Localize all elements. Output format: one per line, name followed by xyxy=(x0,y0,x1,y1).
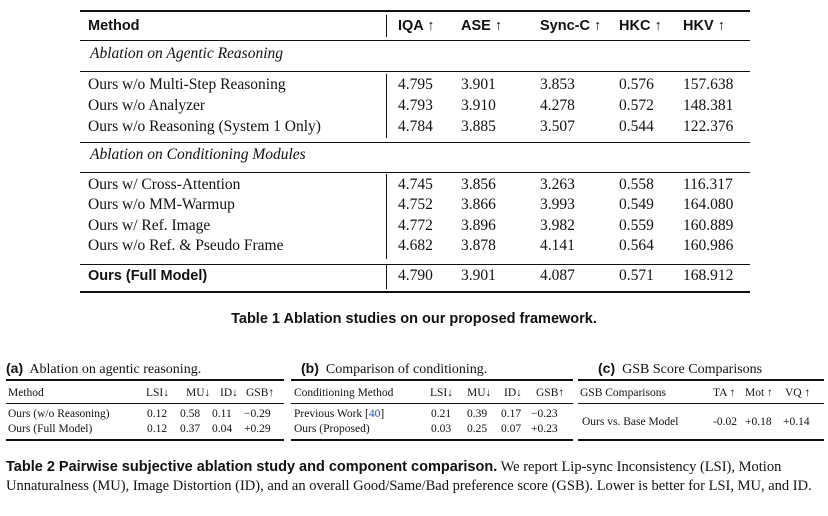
top-rule xyxy=(578,379,824,381)
table-row xyxy=(80,216,750,236)
header-rule xyxy=(80,40,750,41)
cell-ase: 3.856 xyxy=(461,176,496,193)
header-ta: TA ↑ xyxy=(713,387,736,399)
cell-vq: +0.14 xyxy=(783,416,810,428)
cell-hkc: 0.564 xyxy=(619,237,654,254)
cell-mu: 0.58 xyxy=(180,408,201,420)
cell-id: 0.07 xyxy=(501,423,522,435)
table-row xyxy=(80,175,750,195)
cell-method: Ours (w/o Reasoning) xyxy=(8,408,110,420)
table-1-caption: Table 1 Ablation studies on our proposed framework. xyxy=(231,311,597,327)
section-rule xyxy=(80,172,750,173)
cell-hkv: 164.080 xyxy=(683,196,734,213)
header-mu: MU↓ xyxy=(186,387,211,399)
cell-hkc: 0.572 xyxy=(619,97,654,114)
header-method: Method xyxy=(8,387,44,399)
cell-ase: 3.878 xyxy=(461,237,496,254)
cell-hkv: 157.638 xyxy=(683,76,734,93)
cell-id: 0.04 xyxy=(212,423,233,435)
cell-method: Ours (Proposed) xyxy=(294,423,370,435)
cell-mu: 0.39 xyxy=(467,408,488,420)
cell-hkc: 0.559 xyxy=(619,217,654,234)
cell-mu: 0.37 xyxy=(180,423,201,435)
section-title: Ablation on Conditioning Modules xyxy=(90,146,306,163)
table-row xyxy=(80,96,750,116)
cell-lsi: 0.12 xyxy=(147,408,168,420)
cell-sync-c: 3.263 xyxy=(540,176,575,193)
header-vq: VQ ↑ xyxy=(785,387,811,399)
cell-sync-c: 3.507 xyxy=(540,118,575,135)
top-rule xyxy=(80,10,750,12)
header-iqa: IQA ↑ xyxy=(398,18,435,34)
header-sync-c: Sync-C ↑ xyxy=(540,18,602,34)
cell-method: Ours (Full Model) xyxy=(8,423,93,435)
cell-method: Ours w/o Analyzer xyxy=(88,97,206,114)
cell-ase: 3.901 xyxy=(461,76,496,93)
cell-hkc: 0.558 xyxy=(619,176,654,193)
cell-hkc: 0.571 xyxy=(619,267,654,284)
cell-ta: -0.02 xyxy=(713,416,737,428)
header-lsi: LSI↓ xyxy=(430,387,453,399)
cell-hkv: 160.889 xyxy=(683,217,734,234)
cell-method xyxy=(294,407,384,421)
cell-iqa: 4.784 xyxy=(398,118,433,135)
cell-sync-c: 3.982 xyxy=(540,217,575,234)
header-gsb: GSB↑ xyxy=(536,387,565,399)
cell-sync-c: 4.141 xyxy=(540,237,575,254)
cell-ase: 3.866 xyxy=(461,196,496,213)
header-mu: MU↓ xyxy=(467,387,492,399)
citation-link[interactable]: 40 xyxy=(368,408,381,420)
cell-hkv: 148.381 xyxy=(683,97,734,114)
cell-method: Ours w/ Ref. Image xyxy=(88,217,211,234)
header-method: Method xyxy=(88,18,140,34)
cell-ase: 3.910 xyxy=(461,97,496,114)
cell-lsi: 0.12 xyxy=(147,423,168,435)
cell-iqa: 4.772 xyxy=(398,217,433,234)
column-divider xyxy=(386,74,387,138)
table-row xyxy=(80,75,750,95)
header-gsb-comparisons: GSB Comparisons xyxy=(580,387,666,399)
cell-hkv: 168.912 xyxy=(683,267,734,284)
subtable-title: GSB Score Comparisons xyxy=(622,362,763,377)
table-row xyxy=(80,117,750,137)
cell-lsi: 0.21 xyxy=(431,408,452,420)
cell-lsi: 0.03 xyxy=(431,423,452,435)
header-gsb: GSB↑ xyxy=(246,387,275,399)
subtable-label: (b) xyxy=(301,360,319,376)
cell-hkc: 0.544 xyxy=(619,118,654,135)
section-rule xyxy=(80,264,750,265)
cell-sync-c: 3.853 xyxy=(540,76,575,93)
caption-lead: Table 2 Pairwise subjective ablation study and component comparison. xyxy=(6,459,498,475)
cell-method-text: ] xyxy=(380,408,385,420)
cell-method-text: Previous Work [ xyxy=(294,408,369,420)
subtable-label: (a) xyxy=(6,360,24,376)
cell-hkv: 160.986 xyxy=(683,237,734,254)
table-2c-title xyxy=(598,360,762,378)
header-id: ID↓ xyxy=(504,387,522,399)
header-rule xyxy=(578,403,824,404)
cell-method: Ours w/o Multi-Step Reasoning xyxy=(88,76,286,93)
bottom-rule xyxy=(291,439,573,441)
section-title: Ablation on Agentic Reasoning xyxy=(90,45,284,62)
bottom-rule xyxy=(80,291,750,293)
header-rule xyxy=(6,403,284,404)
table-row xyxy=(80,236,750,256)
cell-sync-c: 4.087 xyxy=(540,267,575,284)
header-divider xyxy=(386,15,387,37)
cell-iqa: 4.790 xyxy=(398,267,433,284)
table-2-caption xyxy=(6,458,824,496)
bottom-rule xyxy=(578,439,824,441)
cell-ase: 3.901 xyxy=(461,267,496,284)
cell-method: Ours w/o Ref. & Pseudo Frame xyxy=(88,237,284,254)
header-rule xyxy=(291,403,573,404)
caption-text: We report Lip-sync Inconsistency (LSI), Motion Unnaturalness (MU), Image Distortion (ID), and an overall Good/Same/Bad preference score (GSB). Lower is better for LSI, MU, and ID. xyxy=(6,459,812,494)
cell-ase: 3.885 xyxy=(461,118,496,135)
cell-ase: 3.896 xyxy=(461,217,496,234)
cell-method: Ours (Full Model) xyxy=(88,268,208,284)
table-row xyxy=(80,195,750,215)
subtable-label: (c) xyxy=(598,360,616,376)
subtable-title: Comparison of conditioning. xyxy=(325,362,488,377)
table-row-full-model xyxy=(80,266,750,286)
cell-iqa: 4.745 xyxy=(398,176,433,193)
cell-gsb: −0.23 xyxy=(531,408,558,420)
cell-sync-c: 4.278 xyxy=(540,97,575,114)
header-ase: ASE ↑ xyxy=(461,18,503,34)
cell-iqa: 4.682 xyxy=(398,237,433,254)
cell-comparison: Ours vs. Base Model xyxy=(582,416,679,428)
cell-id: 0.11 xyxy=(212,408,232,420)
cell-hkv: 116.317 xyxy=(683,176,733,193)
section-rule xyxy=(80,71,750,72)
cell-id: 0.17 xyxy=(501,408,522,420)
cell-hkc: 0.549 xyxy=(619,196,654,213)
cell-iqa: 4.793 xyxy=(398,97,433,114)
cell-gsb: +0.29 xyxy=(244,423,271,435)
table-2a-title xyxy=(6,360,201,378)
cell-mot: +0.18 xyxy=(745,416,772,428)
cell-mu: 0.25 xyxy=(467,423,488,435)
header-conditioning-method: Conditioning Method xyxy=(294,387,394,399)
header-lsi: LSI↓ xyxy=(146,387,169,399)
column-divider xyxy=(386,265,387,289)
cell-sync-c: 3.993 xyxy=(540,196,575,213)
bottom-rule xyxy=(6,439,284,441)
cell-gsb: −0.29 xyxy=(244,408,271,420)
header-hkv: HKV ↑ xyxy=(683,18,725,34)
cell-gsb: +0.23 xyxy=(531,423,558,435)
section-rule xyxy=(80,142,750,143)
cell-method: Ours w/o MM-Warmup xyxy=(88,196,235,213)
cell-hkv: 122.376 xyxy=(683,118,734,135)
column-divider xyxy=(386,174,387,259)
cell-method: Ours w/ Cross-Attention xyxy=(88,176,241,193)
cell-iqa: 4.795 xyxy=(398,76,433,93)
header-id: ID↓ xyxy=(220,387,238,399)
header-hkc: HKC ↑ xyxy=(619,18,662,34)
table-2b-title xyxy=(301,360,487,378)
subtable-title: Ablation on agentic reasoning. xyxy=(29,362,202,377)
table-1-header-row xyxy=(80,16,750,36)
cell-method: Ours w/o Reasoning (System 1 Only) xyxy=(88,118,321,135)
cell-iqa: 4.752 xyxy=(398,196,433,213)
cell-hkc: 0.576 xyxy=(619,76,654,93)
top-rule xyxy=(291,379,573,381)
top-rule xyxy=(6,379,284,381)
header-mot: Mot ↑ xyxy=(745,387,773,399)
